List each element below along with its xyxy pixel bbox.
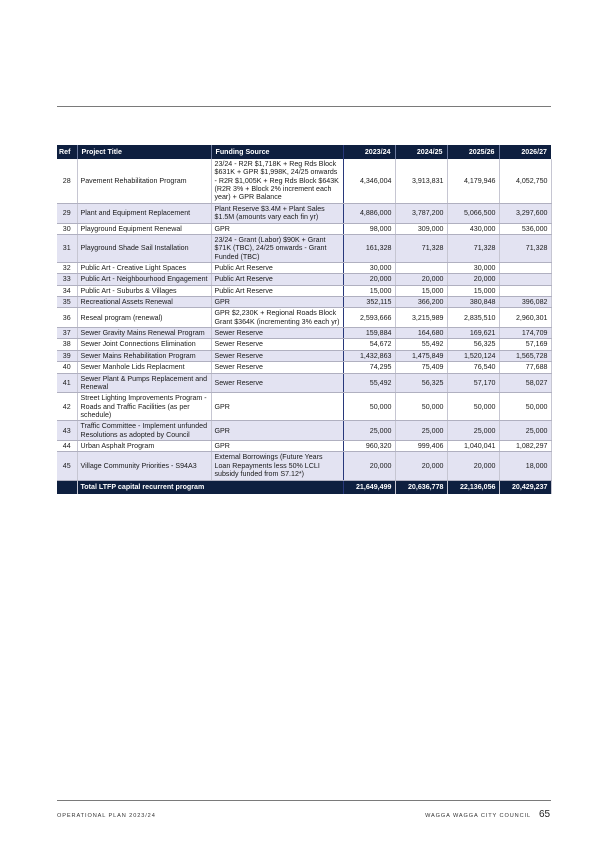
row-value-2023-24: 25,000 xyxy=(343,421,395,441)
row-value-2023-24: 98,000 xyxy=(343,223,395,234)
row-value-2023-24: 20,000 xyxy=(343,274,395,285)
row-funding-source: Sewer Reserve xyxy=(211,350,343,361)
row-value-2023-24: 15,000 xyxy=(343,285,395,296)
row-value-2026-27 xyxy=(499,274,551,285)
row-ref: 35 xyxy=(57,297,77,308)
row-funding-source: Public Art Reserve xyxy=(211,262,343,273)
table-row xyxy=(57,223,551,234)
row-value-2025-26: 56,325 xyxy=(447,339,499,350)
total-value-y4: 20,429,237 xyxy=(499,480,551,494)
row-project-title: Sewer Gravity Mains Renewal Program xyxy=(77,328,211,339)
table-row xyxy=(57,308,551,328)
row-value-2024-25 xyxy=(395,262,447,273)
row-value-2023-24: 161,328 xyxy=(343,234,395,262)
footer-document-title: OPERATIONAL PLAN 2023/24 xyxy=(57,813,156,819)
bottom-divider xyxy=(57,800,551,801)
row-value-2025-26: 50,000 xyxy=(447,393,499,421)
total-value-y3: 22,136,056 xyxy=(447,480,499,494)
row-value-2026-27: 1,565,728 xyxy=(499,350,551,361)
row-project-title: Playground Shade Sail Installation xyxy=(77,234,211,262)
row-value-2025-26: 71,328 xyxy=(447,234,499,262)
row-value-2023-24: 159,884 xyxy=(343,328,395,339)
page-number: 65 xyxy=(539,809,551,820)
row-ref: 36 xyxy=(57,308,77,328)
row-value-2025-26: 20,000 xyxy=(447,274,499,285)
row-funding-source: 23/24 - R2R $1,718K + Reg Rds Block $631K + GPR $1,998K, 24/25 onwards - R2R $1,005K + Reg Rds Block $643K (R2R 3% + Block 2% increment each year) + GPR Balance xyxy=(211,159,343,203)
table-header-row xyxy=(57,145,551,159)
header-funding-source: Funding Source xyxy=(211,145,343,159)
row-funding-source: GPR xyxy=(211,297,343,308)
row-value-2024-25: 56,325 xyxy=(395,373,447,393)
table-row xyxy=(57,328,551,339)
row-value-2026-27: 174,709 xyxy=(499,328,551,339)
row-ref: 37 xyxy=(57,328,77,339)
table-row xyxy=(57,362,551,373)
header-project-title: Project Title xyxy=(77,145,211,159)
row-project-title: Pavement Rehabilitation Program xyxy=(77,159,211,203)
row-ref: 32 xyxy=(57,262,77,273)
table-row xyxy=(57,339,551,350)
row-project-title: Urban Asphalt Program xyxy=(77,441,211,452)
row-value-2024-25: 20,000 xyxy=(395,274,447,285)
row-value-2025-26: 4,179,946 xyxy=(447,159,499,203)
row-ref: 30 xyxy=(57,223,77,234)
header-2024-25: 2024/25 xyxy=(395,145,447,159)
row-ref: 34 xyxy=(57,285,77,296)
capital-program-table xyxy=(57,145,552,494)
row-value-2026-27: 25,000 xyxy=(499,421,551,441)
table-row xyxy=(57,373,551,393)
row-ref: 28 xyxy=(57,159,77,203)
row-value-2024-25: 3,913,831 xyxy=(395,159,447,203)
row-ref: 45 xyxy=(57,452,77,480)
row-value-2026-27: 3,297,600 xyxy=(499,203,551,223)
row-funding-source: GPR xyxy=(211,223,343,234)
row-value-2026-27: 1,082,297 xyxy=(499,441,551,452)
row-funding-source: Sewer Reserve xyxy=(211,373,343,393)
row-value-2024-25: 15,000 xyxy=(395,285,447,296)
table-body xyxy=(57,159,551,494)
row-value-2023-24: 55,492 xyxy=(343,373,395,393)
row-value-2023-24: 2,593,666 xyxy=(343,308,395,328)
row-funding-source: GPR xyxy=(211,421,343,441)
table-row xyxy=(57,203,551,223)
table-row xyxy=(57,393,551,421)
row-project-title: Sewer Mains Rehabilitation Program xyxy=(77,350,211,361)
table-row xyxy=(57,285,551,296)
row-project-title: Street Lighting Improvements Program - Roads and Traffic Facilities (as per schedule) xyxy=(77,393,211,421)
table-row xyxy=(57,274,551,285)
row-value-2025-26: 76,540 xyxy=(447,362,499,373)
row-value-2025-26: 57,170 xyxy=(447,373,499,393)
row-value-2024-25: 999,406 xyxy=(395,441,447,452)
row-value-2024-25: 366,200 xyxy=(395,297,447,308)
row-funding-source: Public Art Reserve xyxy=(211,274,343,285)
row-value-2024-25: 3,215,989 xyxy=(395,308,447,328)
row-value-2026-27: 71,328 xyxy=(499,234,551,262)
row-value-2025-26: 15,000 xyxy=(447,285,499,296)
row-value-2026-27: 2,960,301 xyxy=(499,308,551,328)
row-value-2026-27 xyxy=(499,285,551,296)
row-funding-source: GPR xyxy=(211,441,343,452)
total-value-y2: 20,636,778 xyxy=(395,480,447,494)
row-value-2023-24: 20,000 xyxy=(343,452,395,480)
row-value-2026-27: 57,169 xyxy=(499,339,551,350)
row-value-2024-25: 1,475,849 xyxy=(395,350,447,361)
row-project-title: Sewer Manhole Lids Replacment xyxy=(77,362,211,373)
row-value-2026-27: 4,052,750 xyxy=(499,159,551,203)
row-value-2023-24: 4,346,004 xyxy=(343,159,395,203)
total-row xyxy=(57,480,551,494)
table-row xyxy=(57,441,551,452)
header-2023-24: 2023/24 xyxy=(343,145,395,159)
row-funding-source: External Borrowings (Future Years Loan Repayments less 50% LCLI subsidy funded from S7.12*) xyxy=(211,452,343,480)
row-value-2026-27: 536,000 xyxy=(499,223,551,234)
row-project-title: Sewer Joint Connections Elimination xyxy=(77,339,211,350)
row-project-title: Sewer Plant & Pumps Replacement and Renewal xyxy=(77,373,211,393)
row-value-2025-26: 430,000 xyxy=(447,223,499,234)
row-ref: 42 xyxy=(57,393,77,421)
row-funding-source: Sewer Reserve xyxy=(211,362,343,373)
row-value-2026-27: 58,027 xyxy=(499,373,551,393)
row-value-2023-24: 1,432,863 xyxy=(343,350,395,361)
row-value-2025-26: 169,621 xyxy=(447,328,499,339)
table-row xyxy=(57,234,551,262)
row-value-2023-24: 74,295 xyxy=(343,362,395,373)
row-project-title: Public Art - Neighbourhood Engagement xyxy=(77,274,211,285)
row-value-2024-25: 50,000 xyxy=(395,393,447,421)
row-value-2025-26: 5,066,500 xyxy=(447,203,499,223)
table-row xyxy=(57,159,551,203)
row-value-2026-27 xyxy=(499,262,551,273)
row-project-title: Village Community Priorities - S94A3 xyxy=(77,452,211,480)
row-project-title: Public Art - Suburbs & Villages xyxy=(77,285,211,296)
row-value-2025-26: 20,000 xyxy=(447,452,499,480)
row-value-2023-24: 4,886,000 xyxy=(343,203,395,223)
row-value-2024-25: 75,409 xyxy=(395,362,447,373)
table-row xyxy=(57,421,551,441)
top-divider xyxy=(57,106,551,107)
row-ref: 41 xyxy=(57,373,77,393)
row-value-2026-27: 18,000 xyxy=(499,452,551,480)
row-value-2024-25: 309,000 xyxy=(395,223,447,234)
row-value-2023-24: 50,000 xyxy=(343,393,395,421)
table-row xyxy=(57,452,551,480)
row-project-title: Playground Equipment Renewal xyxy=(77,223,211,234)
table-row xyxy=(57,350,551,361)
row-ref: 29 xyxy=(57,203,77,223)
row-value-2025-26: 1,520,124 xyxy=(447,350,499,361)
row-funding-source: GPR $2,230K + Regional Roads Block Grant $364K (incrementing 3% each yr) xyxy=(211,308,343,328)
row-value-2024-25: 3,787,200 xyxy=(395,203,447,223)
row-funding-source: Sewer Reserve xyxy=(211,328,343,339)
row-funding-source: Sewer Reserve xyxy=(211,339,343,350)
row-project-title: Recreational Assets Renewal xyxy=(77,297,211,308)
row-project-title: Traffic Committee - Implement unfunded Resolutions as adopted by Council xyxy=(77,421,211,441)
row-funding-source: Plant Reserve $3.4M + Plant Sales $1.5M (amounts vary each fin yr) xyxy=(211,203,343,223)
header-2025-26: 2025/26 xyxy=(447,145,499,159)
row-funding-source: 23/24 - Grant (Labor) $90K + Grant $71K (TBC), 24/25 onwards - Grant Funded (TBC) xyxy=(211,234,343,262)
header-2026-27: 2026/27 xyxy=(499,145,551,159)
header-ref: Ref xyxy=(57,145,77,159)
row-funding-source: Public Art Reserve xyxy=(211,285,343,296)
row-ref: 33 xyxy=(57,274,77,285)
row-project-title: Reseal program (renewal) xyxy=(77,308,211,328)
row-value-2024-25: 164,680 xyxy=(395,328,447,339)
row-ref: 44 xyxy=(57,441,77,452)
row-project-title: Public Art - Creative Light Spaces xyxy=(77,262,211,273)
row-value-2023-24: 352,115 xyxy=(343,297,395,308)
row-ref: 39 xyxy=(57,350,77,361)
total-value-y1: 21,649,499 xyxy=(343,480,395,494)
row-value-2025-26: 1,040,041 xyxy=(447,441,499,452)
footer-council-name: WAGGA WAGGA CITY COUNCIL xyxy=(425,813,531,819)
row-value-2023-24: 960,320 xyxy=(343,441,395,452)
row-value-2026-27: 77,688 xyxy=(499,362,551,373)
row-value-2024-25: 25,000 xyxy=(395,421,447,441)
total-ref-blank xyxy=(57,480,77,494)
row-value-2024-25: 55,492 xyxy=(395,339,447,350)
row-ref: 43 xyxy=(57,421,77,441)
row-value-2026-27: 50,000 xyxy=(499,393,551,421)
table-row xyxy=(57,297,551,308)
row-ref: 38 xyxy=(57,339,77,350)
total-label: Total LTFP capital recurrent program xyxy=(77,480,343,494)
row-value-2023-24: 30,000 xyxy=(343,262,395,273)
row-value-2025-26: 25,000 xyxy=(447,421,499,441)
row-value-2023-24: 54,672 xyxy=(343,339,395,350)
row-value-2025-26: 30,000 xyxy=(447,262,499,273)
row-ref: 31 xyxy=(57,234,77,262)
row-funding-source: GPR xyxy=(211,393,343,421)
row-value-2024-25: 71,328 xyxy=(395,234,447,262)
table-row xyxy=(57,262,551,273)
row-value-2024-25: 20,000 xyxy=(395,452,447,480)
row-project-title: Plant and Equipment Replacement xyxy=(77,203,211,223)
row-ref: 40 xyxy=(57,362,77,373)
row-value-2025-26: 2,835,510 xyxy=(447,308,499,328)
row-value-2025-26: 380,848 xyxy=(447,297,499,308)
row-value-2026-27: 396,082 xyxy=(499,297,551,308)
